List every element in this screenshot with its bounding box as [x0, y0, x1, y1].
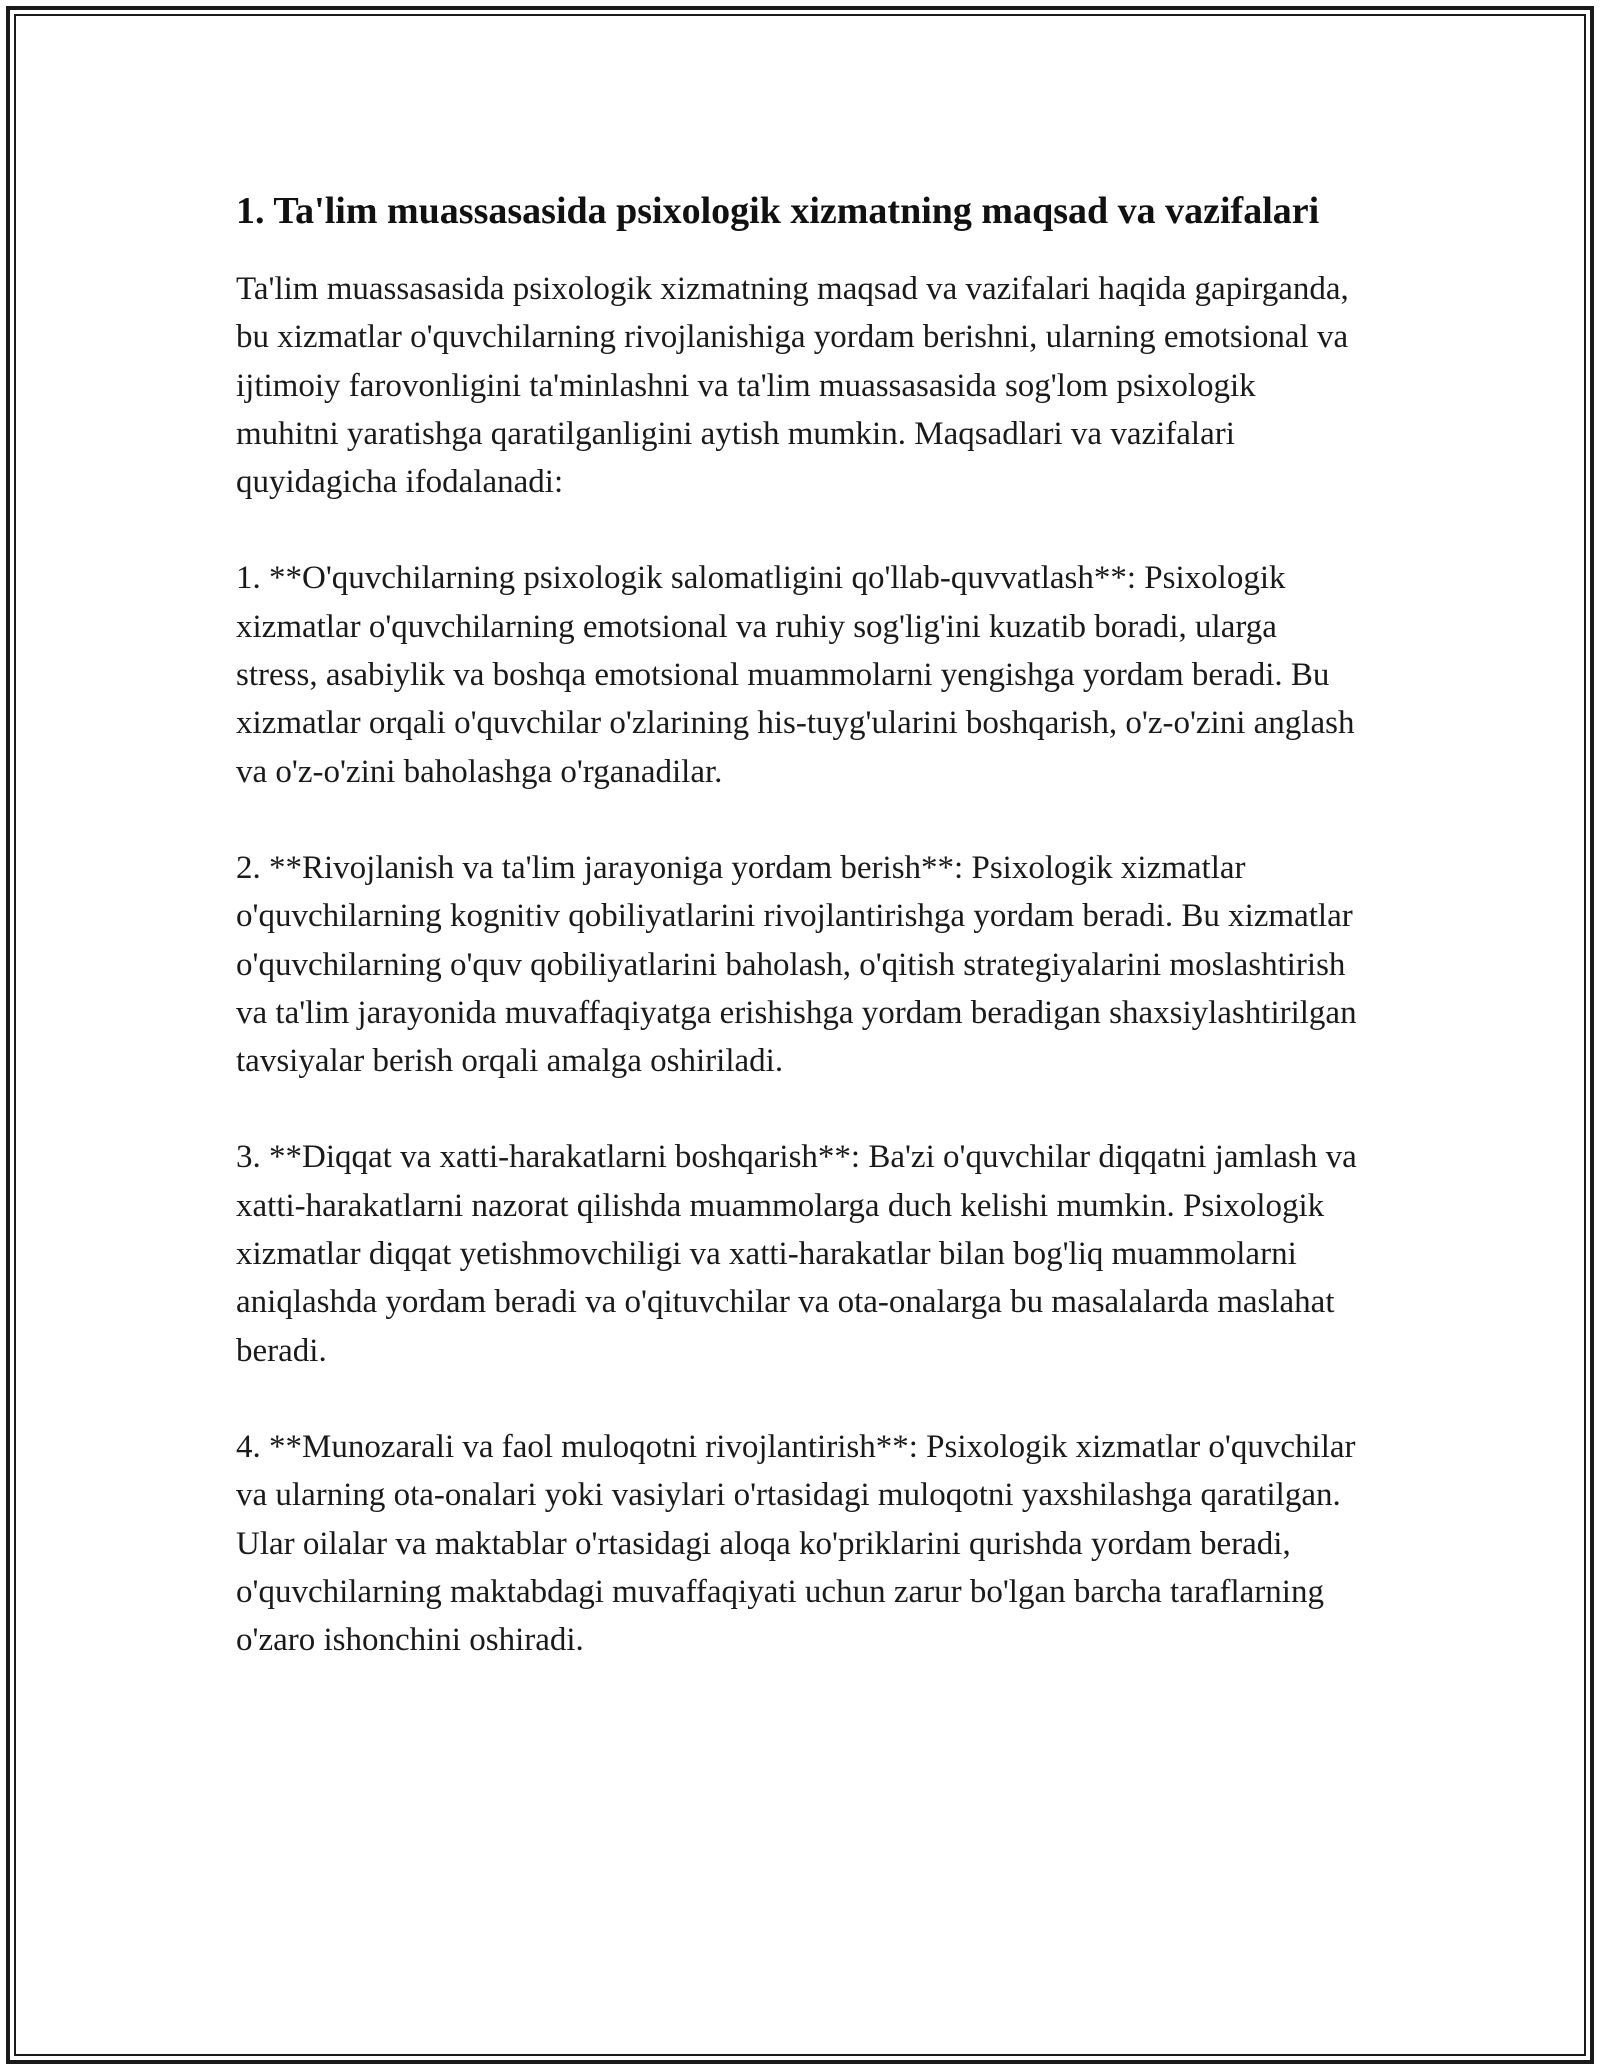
list-item-psychological-health: 1. **O'quvchilarning psixologik salomatligini qo'llab-quvvatlash**: Psixologik xizmatlar o'quvchilarning emotsional va ruhiy sog'lig'ini kuzatib boradi, ularga stress, asabiylik va boshqa emotsional muammolarni yengishga yordam beradi. Bu xizmatlar orqali o'quvchilar o'zlarining his-tuyg'ularini boshqarish, o'z-o'zini anglash va o'z-o'zini baholashga o'rganadilar. [236, 560, 1355, 790]
section-heading: 1. Ta'lim muassasasida psixologik xizmatning maqsad va vazifalari [236, 190, 1320, 232]
list-item-communication: 4. **Munozarali va faol muloqotni rivojlantirish**: Psixologik xizmatlar o'quvchilar va ularning ota-onalari yoki vasiylari o'rtasidagi muloqotni yaxshilashga qaratilgan. Ular oilalar va maktablar o'rtasidagi aloqa ko'priklarini qurishda yordam beradi, o'quvchilarning maktabdagi muvaffaqiyati uchun zarur bo'lgan barcha taraflarning o'zaro ishonchini oshiradi. [236, 1428, 1356, 1659]
list-item-attention-behavior: 3. **Diqqat va xatti-harakatlarni boshqarish**: Ba'zi o'quvchilar diqqatni jamlash va xatti-harakatlarni nazorat qilishda muammolarga duch kelishi mumkin. Psixologik xizmatlar diqqat yetishmovchiligi va xatti-harakatlar bilan bog'liq muammolarni aniqlashda yordam beradi va o'qituvchilar va ota-onalarga bu masalalarda maslahat beradi. [236, 1139, 1357, 1369]
list-item-learning-support: 2. **Rivojlanish va ta'lim jarayoniga yordam berish**: Psixologik xizmatlar o'quvchilarning kognitiv qobiliyatlarini rivojlantirishga yordam beradi. Bu xizmatlar o'quvchilarning o'quv qobiliyatlarini baholash, o'qitish strategiyalarini moslashtirish va ta'lim jarayonida muvaffaqiyatga erishishga yordam beradigan shaxsiylashtirilgan tavsiyalar berish orqali amalga oshiriladi. [236, 849, 1357, 1080]
document-body [236, 184, 1366, 1712]
intro-paragraph: Ta'lim muassasasida psixologik xizmatning maqsad va vazifalari haqida gapirganda, bu xizmatlar o'quvchilarning rivojlanishiga yordam berishni, ularning emotsional va ijtimoiy farovonligini ta'minlashni va ta'lim muassasasida sog'lom psixologik muhitni yaratishga qaratilganligini aytish mumkin. Maqsadlari va vazifalari quyidagicha ifodalanadi: [236, 271, 1349, 501]
